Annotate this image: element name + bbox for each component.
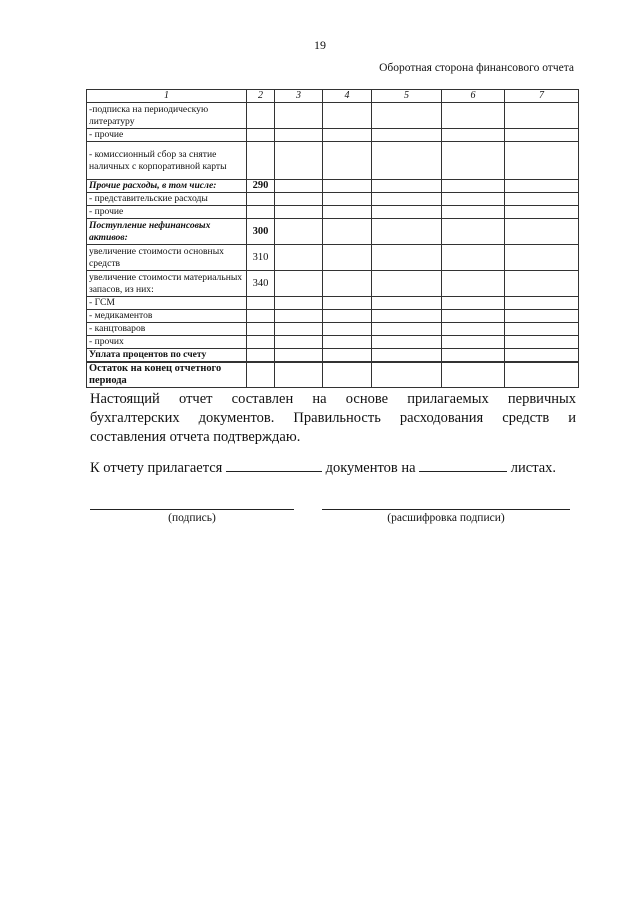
cell	[372, 362, 442, 388]
cell	[442, 245, 505, 271]
table-row	[87, 297, 579, 310]
row-code	[247, 193, 275, 206]
cell	[323, 129, 372, 142]
cell	[275, 271, 323, 297]
row-label: Прочие расходы, в том числе:	[87, 180, 247, 193]
cell	[442, 310, 505, 323]
cell	[372, 103, 442, 129]
cell	[442, 219, 505, 245]
cell	[505, 297, 579, 310]
row-code: 290	[247, 180, 275, 193]
cell	[442, 180, 505, 193]
row-label: - представительские расходы	[87, 193, 247, 206]
cell	[323, 193, 372, 206]
table-row-total	[87, 362, 579, 388]
cell	[275, 103, 323, 129]
cell	[323, 336, 372, 349]
cell	[275, 142, 323, 180]
cell	[505, 193, 579, 206]
row-code	[247, 336, 275, 349]
cell	[442, 362, 505, 388]
table-row	[87, 103, 579, 129]
row-label: Остаток на конец отчетного периода	[87, 362, 247, 388]
cell	[442, 323, 505, 336]
signature-line[interactable]	[90, 509, 294, 510]
row-label: Уплата процентов по счету	[87, 349, 247, 363]
cell	[505, 206, 579, 219]
cell	[323, 245, 372, 271]
row-code: 300	[247, 219, 275, 245]
statement-line: составления отчета подтверждаю.	[90, 429, 301, 445]
cell	[275, 310, 323, 323]
cell	[323, 349, 372, 363]
cell	[442, 206, 505, 219]
cell	[505, 336, 579, 349]
cell	[323, 310, 372, 323]
cell	[442, 129, 505, 142]
column-header: 2	[247, 90, 275, 103]
table-row	[87, 245, 579, 271]
cell	[442, 349, 505, 363]
financial-report-table	[86, 89, 579, 388]
page-subtitle: Оборотная сторона финансового отчета	[379, 62, 574, 74]
cell	[275, 193, 323, 206]
cell	[275, 336, 323, 349]
row-code	[247, 142, 275, 180]
cell	[442, 297, 505, 310]
cell	[323, 323, 372, 336]
row-label: - комиссионный сбор за снятие наличных с корпоративной карты	[87, 142, 247, 180]
row-code	[247, 349, 275, 363]
cell	[275, 129, 323, 142]
row-label: - прочие	[87, 129, 247, 142]
cell	[323, 297, 372, 310]
cell	[275, 349, 323, 363]
row-code	[247, 129, 275, 142]
table-row	[87, 336, 579, 349]
column-header: 5	[372, 90, 442, 103]
table-row	[87, 271, 579, 297]
cell	[505, 219, 579, 245]
cell	[323, 103, 372, 129]
statement-line: бухгалтерских документов. Правильность расходования средств и	[90, 410, 576, 426]
cell	[323, 219, 372, 245]
row-label: увеличение стоимости материальных запасов, из них:	[87, 271, 247, 297]
table-row	[87, 206, 579, 219]
table-row	[87, 310, 579, 323]
table-row	[87, 193, 579, 206]
column-header: 6	[442, 90, 505, 103]
cell	[505, 142, 579, 180]
attachment-suffix: листах.	[510, 460, 557, 476]
table-row	[87, 349, 579, 363]
cell	[442, 193, 505, 206]
attachment-line	[90, 459, 576, 477]
cell	[505, 245, 579, 271]
row-label: - медикаментов	[87, 310, 247, 323]
attachment-prefix: К отчету прилагается	[90, 460, 223, 476]
cell	[372, 219, 442, 245]
cell	[442, 142, 505, 180]
cell	[275, 362, 323, 388]
row-label: увеличение стоимости основных средств	[87, 245, 247, 271]
table-row	[87, 180, 579, 193]
cell	[372, 129, 442, 142]
cell	[323, 362, 372, 388]
cell	[372, 323, 442, 336]
row-code: 310	[247, 245, 275, 271]
attachment-middle: документов на	[325, 460, 416, 476]
cell	[505, 349, 579, 363]
cell	[275, 180, 323, 193]
statement-line: Настоящий отчет составлен на основе прилагаемых первичных	[90, 391, 576, 407]
column-header: 4	[323, 90, 372, 103]
signature-decode-label: (расшифровка подписи)	[387, 512, 505, 524]
table-header-row	[87, 90, 579, 103]
cell	[442, 103, 505, 129]
cell	[505, 180, 579, 193]
cell	[372, 180, 442, 193]
cell	[372, 310, 442, 323]
signature-label: (подпись)	[168, 512, 216, 524]
page-number: 19	[314, 38, 326, 52]
cell	[442, 271, 505, 297]
row-label: Поступление нефинансовых активов:	[87, 219, 247, 245]
column-header: 1	[87, 90, 247, 103]
cell	[323, 271, 372, 297]
documents-count-field[interactable]	[226, 459, 322, 472]
sheets-count-field[interactable]	[419, 459, 507, 472]
row-label: -подписка на периодическую литературу	[87, 103, 247, 129]
row-label: - ГСМ	[87, 297, 247, 310]
cell	[275, 206, 323, 219]
cell	[505, 323, 579, 336]
cell	[505, 271, 579, 297]
table-row	[87, 129, 579, 142]
cell	[275, 219, 323, 245]
statement-paragraph	[90, 390, 576, 447]
row-code	[247, 323, 275, 336]
cell	[372, 142, 442, 180]
column-header: 7	[505, 90, 579, 103]
signature-decode-line[interactable]	[322, 509, 570, 510]
cell	[275, 323, 323, 336]
table-row	[87, 142, 579, 180]
cell	[372, 336, 442, 349]
cell	[372, 349, 442, 363]
row-code	[247, 103, 275, 129]
cell	[505, 362, 579, 388]
table-row	[87, 323, 579, 336]
row-label: - канцтоваров	[87, 323, 247, 336]
cell	[372, 193, 442, 206]
row-code	[247, 206, 275, 219]
cell	[505, 103, 579, 129]
row-code: 340	[247, 271, 275, 297]
row-label: - прочие	[87, 206, 247, 219]
cell	[275, 245, 323, 271]
column-header: 3	[275, 90, 323, 103]
cell	[442, 336, 505, 349]
cell	[372, 271, 442, 297]
row-code	[247, 362, 275, 388]
cell	[275, 297, 323, 310]
row-code	[247, 297, 275, 310]
row-label: - прочих	[87, 336, 247, 349]
cell	[323, 142, 372, 180]
row-code	[247, 310, 275, 323]
cell	[372, 245, 442, 271]
cell	[372, 297, 442, 310]
cell	[505, 129, 579, 142]
cell	[323, 180, 372, 193]
cell	[323, 206, 372, 219]
cell	[372, 206, 442, 219]
table-row	[87, 219, 579, 245]
cell	[505, 310, 579, 323]
